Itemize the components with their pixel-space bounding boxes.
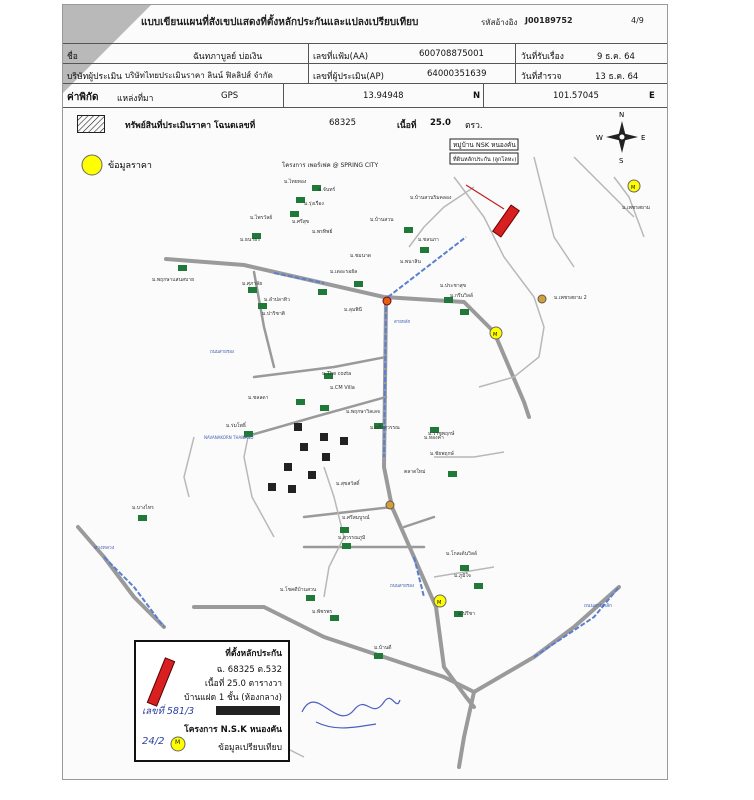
compass-e: E <box>641 134 646 142</box>
collateral-marker <box>493 205 520 237</box>
callout-line <box>466 185 504 209</box>
place-label: ม.เพชรสยาม <box>622 205 651 211</box>
shop-icon <box>538 295 546 303</box>
factory-icon <box>322 453 330 461</box>
callout-project: หมู่บ้าน NSK หนองคัน <box>453 141 516 149</box>
comparison-markers <box>434 180 640 607</box>
house-icon <box>340 527 349 533</box>
legend-handwritten-note: 24/2 <box>142 736 165 747</box>
place-label: ม.สุวรรณภูมิ <box>338 535 366 541</box>
signature <box>296 672 406 742</box>
grid-line <box>308 43 309 83</box>
place-label: ม.ภูมิใจ <box>454 573 471 579</box>
place-label: ม.ไทยทอง <box>284 179 307 185</box>
m-marker-label: M <box>437 600 442 606</box>
grid-line <box>515 43 516 83</box>
place-label: ม.เพชรสยาม 2 <box>554 295 587 301</box>
factory-icon <box>284 463 292 471</box>
collateral-legend <box>134 640 290 762</box>
factory-icon <box>320 433 328 441</box>
name-label: ชื่อ <box>67 52 78 62</box>
area-label: เนื้อที่ <box>397 121 417 131</box>
grid-line <box>63 107 667 108</box>
aa-value: 600708875001 <box>419 49 484 59</box>
document-title: แบบเขียนแผนที่สังเขปแสดงที่ตั้งหลักประกันและแปลงเปรียบเทียบ <box>141 17 419 28</box>
place-label: ม.พนาสิน <box>400 259 421 265</box>
grid-line <box>283 83 284 107</box>
place-label: ม.ศรีสมบูรณ์ <box>342 515 370 521</box>
branch-road <box>244 397 386 437</box>
minor-road <box>534 157 574 267</box>
main-road <box>166 259 529 417</box>
place-label: ม.ชลลดา <box>248 395 269 401</box>
price-data-icon <box>82 155 102 175</box>
factory-icon <box>294 423 302 431</box>
place-label: ม.ชมนาด <box>350 253 372 259</box>
ref-code: J00189752 <box>525 16 573 25</box>
place-label: ม.ราชพฤกษ์ <box>428 431 455 437</box>
m-marker-label: M <box>493 332 498 338</box>
place-label: ม.ปาริชาติ <box>262 311 286 317</box>
place-label: ม.แก้วสุวรรณ <box>370 425 400 431</box>
place-label: ม.ทองคำ <box>424 435 444 441</box>
longitude-value: 101.57045 <box>553 91 599 101</box>
compass-s: S <box>619 157 624 165</box>
legend-title: ที่ตั้งหลักประกัน <box>225 649 282 659</box>
latitude-dir: N <box>473 91 481 101</box>
place-label: ม.ชลนภา <box>418 237 439 243</box>
location-pin-icon <box>383 297 391 305</box>
road-label: ทางหลวง <box>94 545 115 551</box>
house-icon <box>138 515 147 521</box>
received-label: วันที่รับเรื่อง <box>521 52 564 62</box>
place-label: ม.จันทร์ <box>318 187 336 193</box>
house-icon <box>374 653 383 659</box>
minor-road <box>454 177 544 387</box>
ref-label: รหัสอ้างอิง <box>481 18 518 27</box>
collateral-legend-icon <box>146 656 176 708</box>
area-value: 25.0 <box>430 118 451 128</box>
house-icon <box>178 265 187 271</box>
ap-value: 64000351639 <box>427 69 487 79</box>
project-title: โครงการ เพอร์เฟค @ SPRING CITY <box>282 162 379 169</box>
redaction-bar <box>216 706 280 715</box>
legend-house: บ้านแฝด 1 ชั้น (ห้องกลาง) <box>184 693 282 703</box>
place-label: ม.ไพรวัลย์ <box>250 215 273 221</box>
legend-area: เนื้อที่ 25.0 ตารางวา <box>204 679 282 689</box>
shop-icon <box>386 501 394 509</box>
place-label: ม.ลุมพินี <box>344 307 362 313</box>
place-label: ม.พัชรพร <box>312 609 333 615</box>
house-icon <box>460 565 469 571</box>
source-value: GPS <box>221 91 239 101</box>
house-icon <box>258 303 267 309</box>
house-icon <box>320 405 329 411</box>
house-icon <box>248 287 257 293</box>
house-icon <box>474 583 483 589</box>
page-number: 4/9 <box>631 16 644 25</box>
place-label: ตลาดใหม่ <box>404 469 426 475</box>
place-label: ม.พฤกษาวิลเลจ <box>346 409 380 415</box>
name-value: ฉันทภาบูลย์ บ่อเงิน <box>193 52 263 62</box>
house-icon <box>296 399 305 405</box>
factory-icon <box>288 485 296 493</box>
ap-label: เลขที่ผู้ประเมิน(AP) <box>313 72 384 82</box>
place-label: ม.ประชาสุข <box>440 283 467 289</box>
branch-road <box>404 517 434 527</box>
blue-road <box>274 273 324 283</box>
road-label: ถนนสายรอง <box>390 584 415 589</box>
place-label: ม.ศุภาลัย <box>242 281 263 287</box>
place-label: ม.พฤกษาแสนสบาย <box>152 277 194 283</box>
place-label: ม.ชัยพฤกษ์ <box>430 451 454 457</box>
north-south-road <box>384 302 474 707</box>
place-label: ม.บ้านดี <box>374 645 392 651</box>
house-icon <box>448 471 457 477</box>
legend-project: โครงการ N.S.K หนองคัน <box>184 725 282 735</box>
compass-w: W <box>596 134 603 142</box>
place-label: ม.The cozta <box>322 371 352 377</box>
aa-label: เลขที่แฟ้ม(AA) <box>313 52 369 62</box>
source-label: แหล่งที่มา <box>117 94 154 104</box>
minor-road <box>184 437 194 497</box>
place-labels <box>94 178 650 651</box>
place-label: ม.ปรีชา <box>458 611 475 617</box>
left-highway <box>78 527 164 627</box>
grid-line <box>483 83 484 107</box>
survey-value: 13 ธ.ค. 64 <box>595 72 639 82</box>
place-label: ม.ศรีสุข <box>292 219 310 225</box>
house-icon <box>404 227 413 233</box>
area-unit: ตรว. <box>465 121 483 131</box>
house-icon <box>306 595 315 601</box>
factory-icon <box>308 471 316 479</box>
house-icon <box>420 247 429 253</box>
compass-n: N <box>619 111 625 119</box>
place-label: ม.ธนาธร <box>240 237 260 243</box>
house-icon <box>354 281 363 287</box>
house-icon <box>330 615 339 621</box>
m-marker-label: M <box>631 185 636 191</box>
house-icon <box>460 309 469 315</box>
house-icon <box>342 543 351 549</box>
legend-m: M <box>175 739 181 746</box>
place-label: ม.รุ่งเรือง <box>304 201 324 207</box>
factory-area-label: NAVANAKORN THAILAND <box>204 435 254 440</box>
longitude-dir: E <box>649 91 655 101</box>
received-value: 9 ธ.ค. 64 <box>597 52 635 62</box>
factory-icon <box>340 437 348 445</box>
legend-compare: ข้อมูลเปรียบเทียบ <box>218 743 282 753</box>
latitude-value: 13.94948 <box>363 91 404 101</box>
factory-icon <box>268 483 276 491</box>
factory-icon <box>300 443 308 451</box>
place-label: ม.บางไทร <box>132 505 154 511</box>
company-value: บริษัทไทยประเมินราคา ลินน์ ฟิลลิปส์ จำกัด <box>125 71 273 80</box>
legend-handwritten-number: เลขที่ 581/3 <box>142 706 195 717</box>
hatch-legend-icon <box>77 115 105 133</box>
place-label: ม.ร่มโพธิ์ <box>226 423 246 429</box>
house-icon <box>318 289 327 295</box>
deed-value: 68325 <box>329 118 357 128</box>
house-icon <box>290 211 299 217</box>
place-label: ม.กรีนวิลล์ <box>450 293 473 299</box>
road-label: สายหลัก <box>394 320 411 325</box>
coord-label: ค่าพิกัด <box>67 92 99 103</box>
place-label: ม.พรทิพย์ <box>312 229 333 235</box>
grid-line <box>63 43 667 44</box>
company-label: บริษัทผู้ประเมิน <box>67 72 122 82</box>
deed-label: ทรัพย์สินที่ประเมินราคา โฉนดเลขที่ <box>125 121 256 131</box>
road-label: ถนนสายรอง <box>210 350 235 355</box>
place-label: ม.ลำปลาทิว <box>264 297 290 303</box>
road-label: ถนนสายหลัก <box>584 603 613 609</box>
place-label: ม.บ้านสวนริมคลอง <box>410 195 452 201</box>
place-label: ม.CM Villa <box>330 385 355 391</box>
callout-collateral: ที่ดินหลักประกัน (ลูกโลหะ) <box>453 157 517 163</box>
price-data-label: ข้อมูลราคา <box>108 161 152 171</box>
place-label: ม.สุขสวัสดิ์ <box>336 481 360 487</box>
place-label: ม.บ้านสวน <box>370 217 394 223</box>
legend-deed: ฉ. 68325 ต.532 <box>216 665 282 675</box>
grid-line <box>63 63 667 64</box>
south-road <box>459 692 474 767</box>
survey-label: วันที่สำรวจ <box>521 72 562 82</box>
place-label: ม.เดอะรอยัล <box>330 269 358 275</box>
place-label: ม.โกลเด้นวิลล์ <box>446 551 477 557</box>
grid-line <box>63 83 667 84</box>
place-label: ม.โชคดีบ้านสวน <box>280 587 317 593</box>
